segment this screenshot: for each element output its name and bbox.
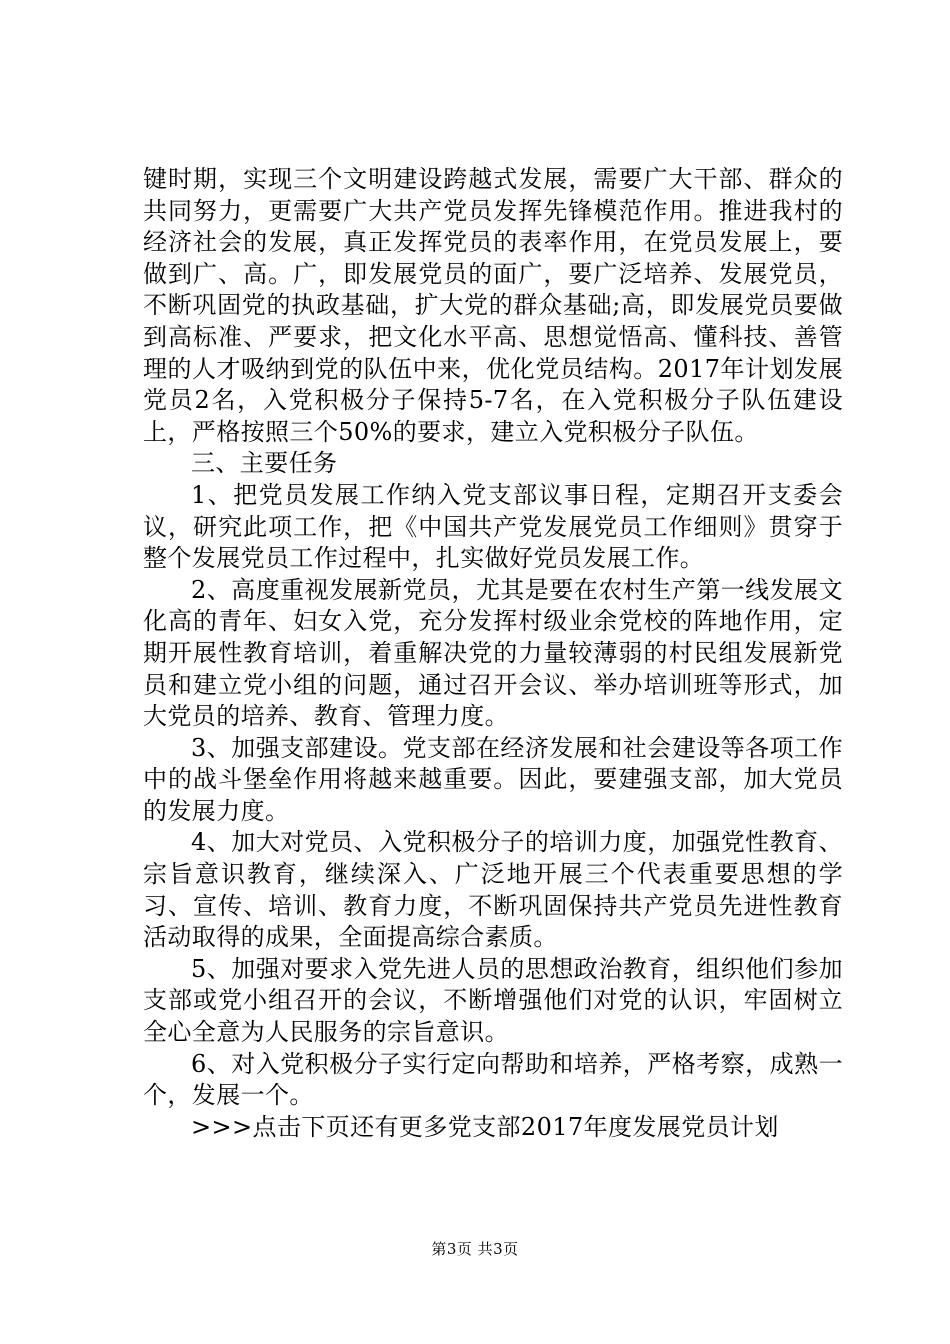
task-item-5: 5、加强对要求入党先进人员的思想政治教育，组织他们参加支部或党小组召开的会议，不断增强他们对党的认识，牢固树立全心全意为人民服务的宗旨意识。 — [143, 954, 843, 1047]
document-body — [143, 164, 843, 1143]
page-footer: 第3页 共3页 — [431, 1240, 519, 1258]
next-page-link[interactable]: >>>点击下页还有更多党支部2017年度发展党员计划 — [191, 1112, 779, 1141]
task-item-1: 1、把党员发展工作纳入党支部议事日程，定期召开支委会议，研究此项工作，把《中国共产党发展党员工作细则》贯穿于整个发展党员工作过程中，扎实做好党员发展工作。 — [143, 480, 843, 573]
section-heading-main-tasks: 三、主要任务 — [191, 449, 338, 478]
task-item-2: 2、高度重视发展新党员，尤其是要在农村生产第一线发展文化高的青年、妇女入党，充分发挥村级业余党校的阵地作用，定期开展性教育培训，着重解决党的力量较薄弱的村民组发展新党员和建立党小组的问题，通过召开会议、举办培训班等形式，加大党员的培养、教育、管理力度。 — [143, 575, 843, 731]
paragraph-0: 键时期，实现三个文明建设跨越式发展，需要广大干部、群众的共同努力，更需要广大共产党员发挥先锋模范作用。推进我村的经济社会的发展，真正发挥党员的表率作用，在党员发展上，要做到广、高。广，即发展党员的面广，要广泛培养、发展党员，不断巩固党的执政基础，扩大党的群众基础;高，即发展党员要做到高标准、严要求，把文化水平高、思想觉悟高、懂科技、善管理的人才吸纳到党的队伍中来，优化党员结构。2017年计划发展党员2名，入党积极分子保持5-7名，在入党积极分子队伍建设上，严格按照三个50%的要求，建立入党积极分子队伍。 — [143, 165, 843, 446]
task-item-4: 4、加大对党员、入党积极分子的培训力度，加强党性教育、宗旨意识教育，继续深入、广泛地开展三个代表重要思想的学习、宣传、培训、教育力度，不断巩固保持共产党员先进性教育活动取得的成果，全面提高综合素质。 — [143, 828, 843, 952]
task-item-3: 3、加强支部建设。党支部在经济发展和社会建设等各项工作中的战斗堡垒作用将越来越重要。因此，要建强支部，加大党员的发展力度。 — [143, 733, 843, 825]
task-item-6: 6、对入党积极分子实行定向帮助和培养，严格考察，成熟一个，发展一个。 — [143, 1049, 843, 1110]
